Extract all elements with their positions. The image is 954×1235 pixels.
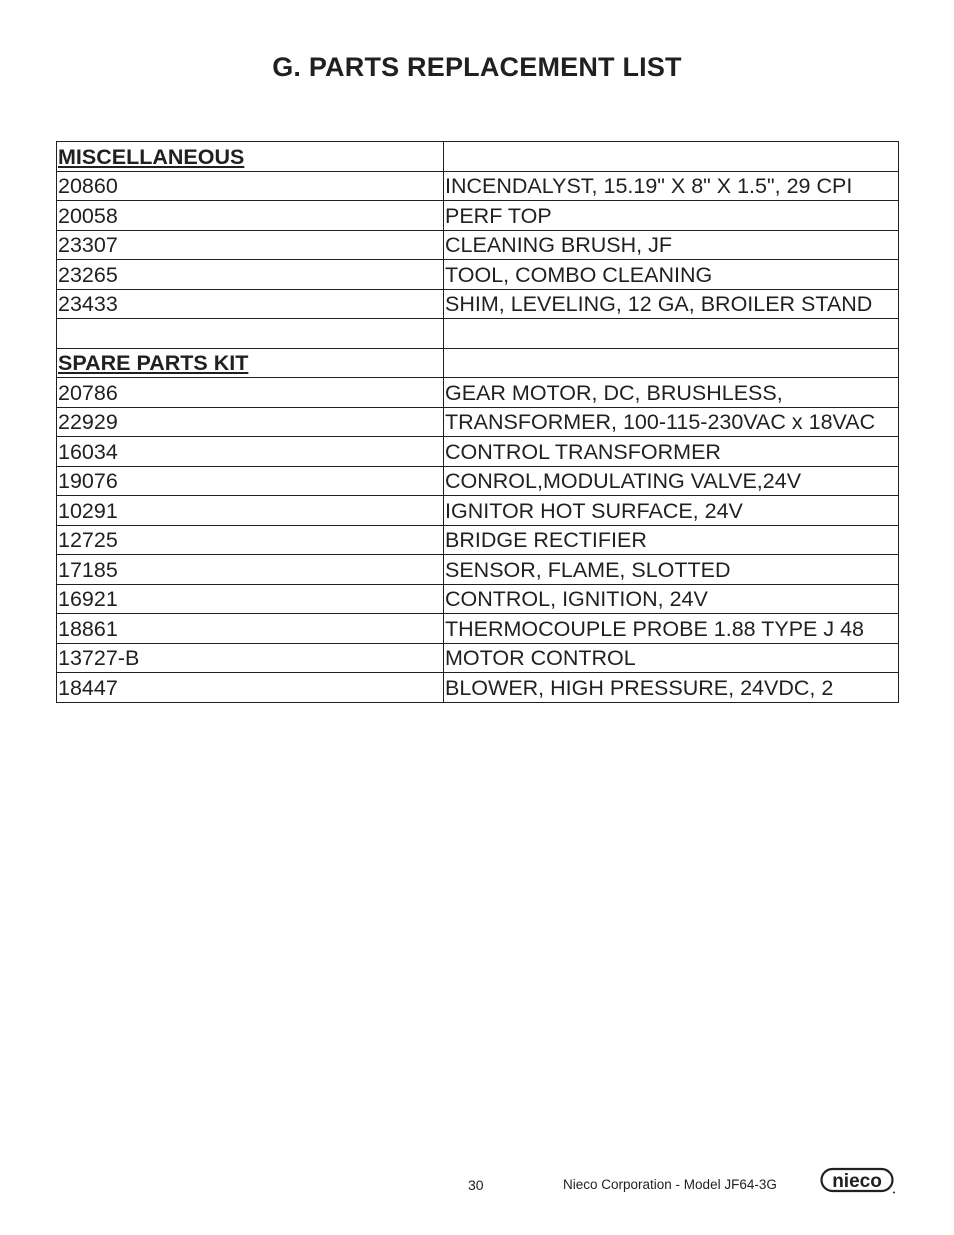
part-description: PERF TOP — [444, 201, 899, 231]
part-description: SENSOR, FLAME, SLOTTED — [444, 555, 899, 585]
table-row — [57, 437, 899, 467]
table-row — [57, 230, 899, 260]
empty-cell — [57, 319, 444, 349]
section-heading-miscellaneous: MISCELLANEOUS — [57, 142, 444, 172]
section-heading-row — [57, 142, 899, 172]
part-number: 20058 — [57, 201, 444, 231]
part-description: MOTOR CONTROL — [444, 643, 899, 673]
parts-table — [56, 141, 899, 703]
table-row — [57, 466, 899, 496]
blank-row — [57, 319, 899, 349]
part-number: 20786 — [57, 378, 444, 408]
part-number: 13727-B — [57, 643, 444, 673]
table-row — [57, 643, 899, 673]
part-number: 19076 — [57, 466, 444, 496]
table-row — [57, 378, 899, 408]
part-description: INCENDALYST, 15.19" X 8" X 1.5", 29 CPI — [444, 171, 899, 201]
table-row — [57, 673, 899, 703]
part-number: 16034 — [57, 437, 444, 467]
part-description: BLOWER, HIGH PRESSURE, 24VDC, 2 — [444, 673, 899, 703]
part-description: BRIDGE RECTIFIER — [444, 525, 899, 555]
part-description: TRANSFORMER, 100-115-230VAC x 18VAC — [444, 407, 899, 437]
section-heading-row — [57, 348, 899, 378]
empty-cell — [444, 319, 899, 349]
part-number: 12725 — [57, 525, 444, 555]
part-number: 22929 — [57, 407, 444, 437]
part-number: 20860 — [57, 171, 444, 201]
empty-cell — [444, 142, 899, 172]
part-number: 18861 — [57, 614, 444, 644]
logo-text: nieco — [832, 1171, 882, 1192]
table-row — [57, 407, 899, 437]
part-number: 18447 — [57, 673, 444, 703]
table-row — [57, 555, 899, 585]
part-description: CONTROL, IGNITION, 24V — [444, 584, 899, 614]
nieco-logo — [820, 1167, 896, 1195]
section-heading-spare-parts-kit: SPARE PARTS KIT — [57, 348, 444, 378]
part-number: 23307 — [57, 230, 444, 260]
part-number: 23265 — [57, 260, 444, 290]
part-description: IGNITOR HOT SURFACE, 24V — [444, 496, 899, 526]
table-row — [57, 584, 899, 614]
table-row — [57, 260, 899, 290]
part-description: THERMOCOUPLE PROBE 1.88 TYPE J 48 — [444, 614, 899, 644]
part-number: 10291 — [57, 496, 444, 526]
page-title: G. PARTS REPLACEMENT LIST — [272, 52, 682, 82]
part-description: SHIM, LEVELING, 12 GA, BROILER STAND — [444, 289, 899, 319]
table-row — [57, 496, 899, 526]
part-description: CONROL,MODULATING VALVE,24V — [444, 466, 899, 496]
part-number: 16921 — [57, 584, 444, 614]
table-row — [57, 201, 899, 231]
table-row — [57, 171, 899, 201]
table-row — [57, 525, 899, 555]
empty-cell — [444, 348, 899, 378]
page-number: 30 — [468, 1177, 484, 1193]
part-description: CLEANING BRUSH, JF — [444, 230, 899, 260]
table-row — [57, 614, 899, 644]
part-number: 17185 — [57, 555, 444, 585]
part-description: CONTROL TRANSFORMER — [444, 437, 899, 467]
part-description: GEAR MOTOR, DC, BRUSHLESS, — [444, 378, 899, 408]
footer-company-model: Nieco Corporation - Model JF64-3G — [563, 1177, 777, 1192]
table-row — [57, 289, 899, 319]
part-description: TOOL, COMBO CLEANING — [444, 260, 899, 290]
part-number: 23433 — [57, 289, 444, 319]
